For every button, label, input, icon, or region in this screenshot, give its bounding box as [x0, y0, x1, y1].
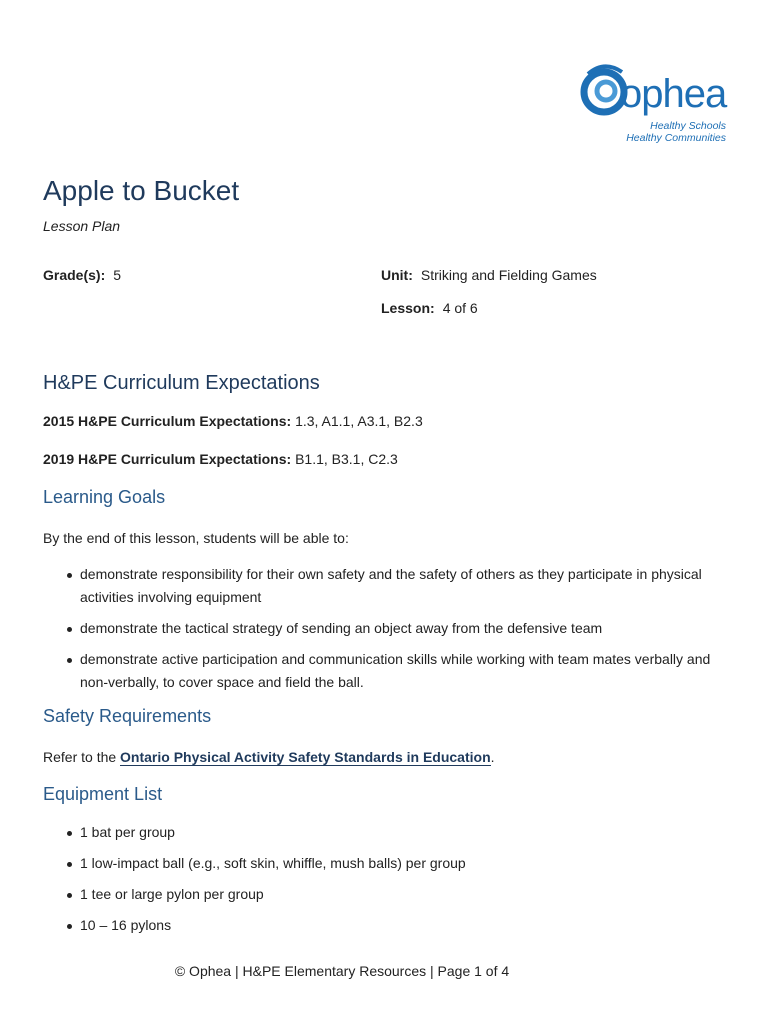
page-subtitle: Lesson Plan: [43, 218, 121, 234]
curriculum-2015-value: 1.3, A1.1, A3.1, B2.3: [295, 413, 423, 429]
safety-suffix: .: [490, 749, 495, 765]
unit-row: [381, 267, 597, 283]
list-item: 1 low-impact ball (e.g., soft skin, whiffle, mush balls) per group: [43, 852, 733, 875]
curriculum-heading: H&PE Curriculum Expectations: [43, 372, 320, 394]
unit-value: Striking and Fielding Games: [420, 267, 597, 283]
unit-label: Unit:: [381, 267, 413, 283]
logo-tagline-2: Healthy Communities: [626, 132, 726, 144]
safety-prefix: Refer to the: [43, 749, 117, 765]
equipment-list: [43, 821, 733, 937]
lesson-row: [381, 300, 478, 316]
bullet-icon: [67, 924, 72, 929]
list-item: 1 tee or large pylon per group: [43, 883, 733, 906]
ophea-logo: [580, 60, 730, 150]
curriculum-2015-label: 2015 H&PE Curriculum Expectations:: [43, 413, 292, 429]
lesson-value: 4 of 6: [442, 300, 478, 316]
safety-text: [43, 749, 495, 765]
learning-goals-intro: By the end of this lesson, students will be able to:: [43, 530, 349, 546]
page-title: Apple to Bucket: [43, 175, 240, 206]
equipment-heading: Equipment List: [43, 784, 163, 804]
list-item: 10 – 16 pylons: [43, 914, 733, 937]
curriculum-2019: [43, 451, 398, 467]
list-item: demonstrate responsibility for their own safety and the safety of others as they participate in physical activities involving equipment: [43, 563, 733, 609]
list-item: demonstrate the tactical strategy of sending an object away from the defensive team: [43, 617, 733, 640]
bullet-icon: [67, 893, 72, 898]
page-footer: © Ophea | H&PE Elementary Resources | Page 1 of 4: [174, 963, 510, 979]
curriculum-2019-label: 2019 H&PE Curriculum Expectations:: [43, 451, 292, 467]
curriculum-2019-value: B1.1, B3.1, C2.3: [295, 451, 398, 467]
curriculum-2015: [43, 413, 423, 429]
grades-value: 5: [113, 267, 122, 283]
bullet-icon: [67, 831, 72, 836]
bullet-icon: [67, 658, 72, 663]
bullet-icon: [67, 573, 72, 578]
learning-goals-heading: Learning Goals: [43, 487, 166, 507]
bullet-icon: [67, 627, 72, 632]
grades-row: [43, 267, 121, 283]
bullet-icon: [67, 862, 72, 867]
grades-label: Grade(s):: [43, 267, 106, 283]
lesson-label: Lesson:: [381, 300, 435, 316]
list-item: 1 bat per group: [43, 821, 733, 844]
logo-wordmark: ophea: [620, 72, 727, 116]
logo-tagline-1: Healthy Schools: [650, 120, 726, 132]
safety-standards-link[interactable]: Ontario Physical Activity Safety Standards in Education: [120, 749, 491, 765]
list-item: demonstrate active participation and communication skills while working with team mates verbally and non-verbally, to cover space and field the ball.: [43, 648, 733, 694]
safety-heading: Safety Requirements: [43, 706, 212, 726]
learning-goals-list: [43, 563, 733, 694]
